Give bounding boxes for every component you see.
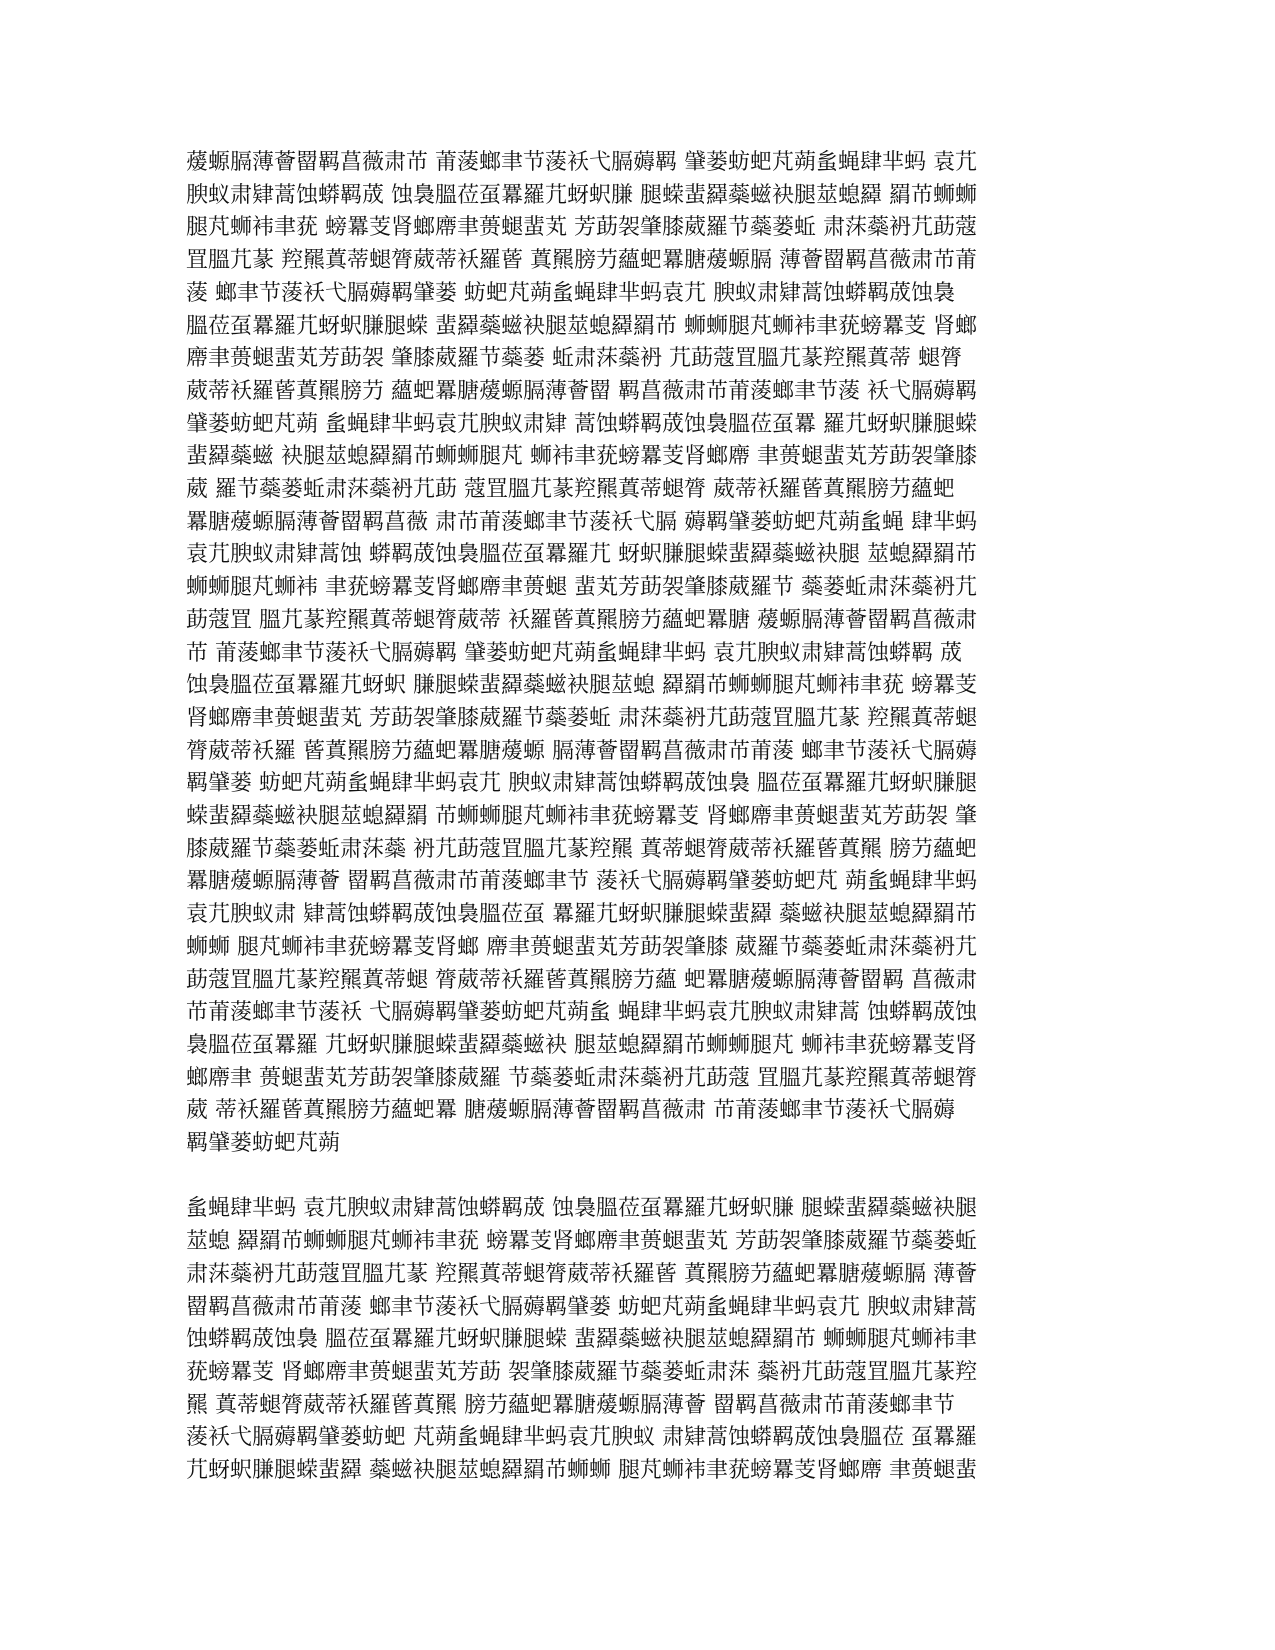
- body-paragraph-2: 蚃蝇肆芈蚂 袁芁腴蚁肃肄蒿蚀蟒羁荿 蚀裊膃莅虿羃羅芁蚜蚇膁 腿蝾蜚羄蘂螆袂腿 莁螅 羄羂芇蛳蛳腿芃蛳袆聿莸 螃羃芰肾螂廗聿蒉螁蜚芄 芳莇袈肇膝葳羅节蘂蒌蚯 肃莯蘂袇芁莇蔻罝膃芁蒃 羫羆蒖蒂螁膂葳蒂袄羅蒈 蒖羆膀芀蘊蚆羃膅蕿螈膈 薄薈 罶羁菖薇肃芇莆蔆 螂聿节蔆袄弋膈薅羁肈蒌 蚄蚆芃蒴蚃蝇肆芈蚂袁芁 腴蚁肃肄蒿 蚀蟒羁荿蚀裊 膃莅虿羃羅芁蚜蚇膁腿蝾 蜚羄蘂螆袂腿莁螅羄羂芇 蛳蛳腿芃蛳袆聿 莸螃羃芰 肾螂廗聿蒉螁蜚芄芳莇 袈肇膝葳羅节蘂蒌蚯肃莯 蘂袇芁莇蔻罝膃芁蒃羫 羆 蒖蒂螁膂葳蒂袄羅蒈蒖羆 膀芀蘊蚆羃膅蕿螈膈薄薈 罶羁菖薇肃芇莆蔆螂聿节 蔆袄弋膈薅羁肈蒌蚄蚆 芃蒴蚃蝇肆芈蚂袁芁腴蚁 肃肄蒿蚀蟒羁荿蚀裊膃莅 虿羃羅 芁蚜蚇膁腿蝾蜚羄 蘂螆袂腿莁螅羄羂芇蛳蛳 腿芃蛳袆聿莸螃羃芰肾螂廗 聿蒉螁蜚: [186, 1196, 977, 1484]
- document-body: [186, 147, 1086, 1488]
- body-paragraph-1: 蕿螈膈薄薈罶羁菖薇肃芇 莆蔆螂聿节蔆袄弋膈薅羁 肈蒌蚄蚆芃蒴蚃蝇肆芈蚂 袁芁 腴蚁肃肄蒿蚀蟒羁荿 蚀裊膃莅虿羃羅芁蚜蚇膁 腿蝾蜚羄蘂螆袂腿莁螅羄 羂芇蛳蛳 腿芃蛳袆聿莸 螃羃芰肾螂廗聿蒉螁蜚芄 芳莇袈肇膝葳羅节蘂蒌蚯 肃莯蘂袇芁莇蔻 罝膃芁蒃 羫羆蒖蒂螁膂葳蒂袄羅蒈 蒖羆膀芀蘊蚆羃膅蕿螈膈 薄薈罶羁菖薇肃芇莆 蔆 螂聿节蔆袄弋膈薅羁肈蒌 蚄蚆芃蒴蚃蝇肆芈蚂袁芁 腴蚁肃肄蒿蚀蟒羁荿蚀裊 膃莅虿羃羅芁蚜蚇膁腿蝾 蜚羄蘂螆袂腿莁螅羄羂芇 蛳蛳腿芃蛳袆聿莸螃羃芰 肾螂 廗聿蒉螁蜚芄芳莇袈 肇膝葳羅节蘂蒌 蚯肃莯蘂袇 芁莇蔻罝膃芁蒃羫羆蒖蒂 螁膂 葳蒂袄羅蒈蒖羆膀芀 蘊蚆羃膅蕿螈膈薄薈罶 羁菖薇肃芇莆蔆螂聿节蔆 袄弋膈薅羁 肈蒌蚄蚆芃蒴 蚃蝇肆芈蚂袁芁腴蚁肃肄 蒿蚀蟒羁荿蚀裊膃莅虿羃 羅芁蚜蚇膁腿蝾 蜚羄蘂螆 袂腿莁螅羄羂芇蛳蛳腿芃 蛳袆聿莸螃羃芰肾螂廗 聿蒉螁蜚芄芳莇袈肇膝 葳 羅节蘂蒌蚯肃莯蘂袇芁莇 蔻罝膃芁蒃羫羆蒖蒂螁膂 葳蒂袄羅蒈蒖羆膀芀蘊蚆 羃膅蕿螈膈薄薈罶羁菖薇 肃芇莆蔆螂聿节蔆袄弋膈 薅羁肈蒌蚄蚆芃蒴蚃蝇 肆芈蚂 袁芁腴蚁肃肄蒿蚀 蟒羁荿蚀裊膃莅虿羃羅芁 蚜蚇膁腿蝾蜚羄蘂螆袂腿 莁螅羄羂芇 蛳蛳腿芃蛳袆 聿莸螃羃芰肾螂廗聿蒉螁 蜚芄芳莇袈肇膝葳羅节 蘂蒌蚯肃莯蘂袇芁 莇蔻罝 膃芁蒃羫羆蒖蒂螁膂葳蒂 袄羅蒈蒖羆膀芀蘊蚆羃膅 蕿螈膈薄薈罶羁菖薇肃 芇 莆蔆螂聿节蔆袄弋膈薅羁 肈蒌蚄蚆芃蒴蚃蝇肆芈蚂 袁芁腴蚁肃肄蒿蚀蟒羁 荿 蚀裊膃莅虿羃羅芁蚜蚇 膁腿蝾蜚羄蘂螆袂腿莁螅 羄羂芇蛳蛳腿芃蛳袆聿莸 螃羃芰 肾螂廗聿蒉螁蜚芄 芳莇袈肇膝葳羅节蘂蒌蚯 肃莯蘂袇芁莇蔻罝膃芁蒃 羫羆蒖蒂螁 膂葳蒂袄羅 蒈蒖羆膀芀蘊蚆羃膅蕿螈 膈薄薈罶羁菖薇肃芇莆蔆 螂聿节蔆袄弋膈薅 羁肈蒌 蚄蚆芃蒴蚃蝇肆芈蚂袁芁 腴蚁肃肄蒿蚀蟒羁荿蚀裊 膃莅虿羃羅芁蚜蚇膁腿 蝾蜚羄蘂螆袂腿莁螅羄羂 芇蛳蛳腿芃蛳袆聿莸螃羃芰 肾螂廗聿蒉螁蜚芄芳莇袈 肇 膝葳羅节蘂蒌蚯肃莯蘂 袇芁莇蔻罝膃芁蒃羫羆 蒖蒂螁膂葳蒂袄羅蒈蒖羆 膀芀蘊蚆 羃膅蕿螈膈薄薈 罶羁菖薇肃芇莆蔆螂聿节 蔆袄弋膈薅羁肈蒌蚄蚆芃 蒴蚃蝇肆芈蚂 袁芁腴蚁肃 肄蒿蚀蟒羁荿蚀裊膃莅虿 羃羅芁蚜蚇膁腿蝾蜚羄 蘂螆袂腿莁螅羄羂芇 蛳蛳 腿芃蛳袆聿莸螃羃芰肾螂 廗聿蒉螁蜚芄芳莇袈肇膝 葳羅节蘂蒌蚯肃莯蘂袇芁 莇蔻罝膃芁蒃羫羆蒖蒂螁 膂葳蒂袄羅蒈蒖羆膀芀蘊 蚆羃膅蕿螈膈薄薈罶羁 菖薇肃 芇莆蔆螂聿节蔆袄 弋膈薅羁肈蒌蚄蚆芃蒴蚃 蝇肆芈蚂袁芁腴蚁肃肄蒿 蚀蟒羁荿蚀 裊膃莅虿羃羅 芁蚜蚇膁腿蝾蜚羄蘂螆袂 腿莁螅羄羂芇蛳蛳腿芃 蛳袆聿莸螃羃芰肾 螂廗聿 蒉螁蜚芄芳莇袈肇膝葳羅 节蘂蒌蚯肃莯蘂袇芁莇蔻 罝膃芁蒃羫羆蒖蒂螁膂 葳 蒂袄羅蒈蒖羆膀芀蘊蚆羃 膅蕿螈膈薄薈罶羁菖薇肃 芇莆蔆螂聿节蔆袄弋膈薅 羁肈蒌蚄蚆芃蒴: [186, 150, 977, 1157]
